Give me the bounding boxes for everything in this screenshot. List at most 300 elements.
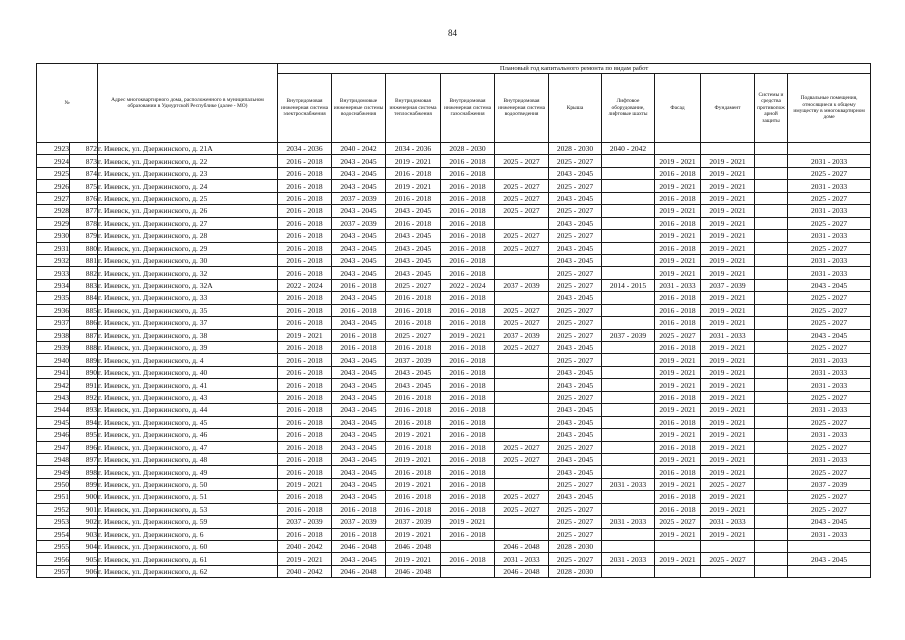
heating-year-cell: 2016 - 2018 bbox=[386, 217, 441, 229]
roof-year-cell: 2025 - 2027 bbox=[549, 180, 602, 192]
foundation-year-cell: 2019 - 2021 bbox=[701, 466, 755, 478]
heating-year-cell: 2016 - 2018 bbox=[386, 416, 441, 428]
foundation-year-cell: 2019 - 2021 bbox=[701, 155, 755, 167]
basement-year-cell: 2025 - 2027 bbox=[788, 466, 871, 478]
row-number-cell: 2954 bbox=[37, 528, 70, 540]
sewerage-year-cell: 2025 - 2027 bbox=[495, 453, 549, 465]
mo-number-cell: 895 bbox=[70, 429, 98, 441]
address-cell: г. Ижевск, ул. Дзержинского, д. 53 bbox=[98, 503, 278, 515]
basement-year-cell: 2031 - 2033 bbox=[788, 180, 871, 192]
water-supply-year-cell: 2043 - 2045 bbox=[332, 317, 386, 329]
sewerage-year-cell: 2025 - 2027 bbox=[495, 205, 549, 217]
row-number-cell: 2944 bbox=[37, 404, 70, 416]
elevator-year-cell bbox=[602, 342, 655, 354]
heating-year-cell: 2016 - 2018 bbox=[386, 167, 441, 179]
basement-year-cell: 2025 - 2027 bbox=[788, 342, 871, 354]
gas-year-cell: 2016 - 2018 bbox=[441, 217, 495, 229]
row-number-cell: 2931 bbox=[37, 242, 70, 254]
heating-year-cell: 2016 - 2018 bbox=[386, 404, 441, 416]
water-supply-year-cell: 2043 - 2045 bbox=[332, 167, 386, 179]
foundation-year-cell: 2019 - 2021 bbox=[701, 503, 755, 515]
roof-year-cell: 2025 - 2027 bbox=[549, 329, 602, 341]
facade-year-cell: 2016 - 2018 bbox=[655, 391, 701, 403]
electricity-year-cell: 2016 - 2018 bbox=[278, 317, 332, 329]
row-number-cell: 2952 bbox=[37, 503, 70, 515]
basement-year-cell bbox=[788, 565, 871, 577]
gas-year-cell: 2016 - 2018 bbox=[441, 354, 495, 366]
gas-year-cell: 2016 - 2018 bbox=[441, 267, 495, 279]
electricity-year-cell: 2016 - 2018 bbox=[278, 354, 332, 366]
elevator-year-cell bbox=[602, 267, 655, 279]
fire-protection-year-cell bbox=[755, 354, 788, 366]
table-row bbox=[37, 230, 871, 242]
sewerage-year-cell bbox=[495, 354, 549, 366]
row-number-cell: 2948 bbox=[37, 453, 70, 465]
water-supply-year-cell: 2040 - 2042 bbox=[332, 143, 386, 155]
gas-year-cell: 2016 - 2018 bbox=[441, 242, 495, 254]
electricity-year-cell: 2016 - 2018 bbox=[278, 242, 332, 254]
heating-year-cell: 2046 - 2048 bbox=[386, 541, 441, 553]
basement-year-cell: 2031 - 2033 bbox=[788, 366, 871, 378]
basement-year-cell: 2025 - 2027 bbox=[788, 192, 871, 204]
heating-year-cell: 2016 - 2018 bbox=[386, 491, 441, 503]
mo-number-cell: 887 bbox=[70, 329, 98, 341]
electricity-year-cell: 2016 - 2018 bbox=[278, 267, 332, 279]
mo-number-cell: 898 bbox=[70, 466, 98, 478]
fire-protection-year-cell bbox=[755, 155, 788, 167]
electricity-year-cell: 2040 - 2042 bbox=[278, 541, 332, 553]
elevator-year-cell bbox=[602, 379, 655, 391]
mo-number-cell: 903 bbox=[70, 528, 98, 540]
gas-year-cell: 2016 - 2018 bbox=[441, 366, 495, 378]
mo-number-cell: 876 bbox=[70, 192, 98, 204]
address-cell: г. Ижевск, ул. Дзержинского, д. 35 bbox=[98, 304, 278, 316]
table-row bbox=[37, 279, 871, 291]
mo-number-cell: 900 bbox=[70, 491, 98, 503]
water-supply-year-cell: 2043 - 2045 bbox=[332, 254, 386, 266]
fire-protection-year-cell bbox=[755, 292, 788, 304]
water-supply-year-cell: 2046 - 2048 bbox=[332, 541, 386, 553]
sewerage-year-cell bbox=[495, 416, 549, 428]
roof-year-cell: 2043 - 2045 bbox=[549, 167, 602, 179]
fire-protection-year-cell bbox=[755, 317, 788, 329]
water-supply-year-cell: 2016 - 2018 bbox=[332, 279, 386, 291]
water-supply-year-cell: 2043 - 2045 bbox=[332, 155, 386, 167]
table-row bbox=[37, 503, 871, 515]
sewerage-year-cell: 2031 - 2033 bbox=[495, 553, 549, 565]
elevator-year-cell bbox=[602, 192, 655, 204]
elevator-year-cell bbox=[602, 441, 655, 453]
basement-year-cell: 2031 - 2033 bbox=[788, 429, 871, 441]
sewerage-year-cell: 2025 - 2027 bbox=[495, 242, 549, 254]
heating-year-cell: 2019 - 2021 bbox=[386, 429, 441, 441]
roof-year-cell: 2043 - 2045 bbox=[549, 242, 602, 254]
water-supply-year-cell: 2043 - 2045 bbox=[332, 391, 386, 403]
facade-year-cell: 2019 - 2021 bbox=[655, 453, 701, 465]
table-row bbox=[37, 317, 871, 329]
mo-number-cell: 890 bbox=[70, 366, 98, 378]
basement-year-cell: 2031 - 2033 bbox=[788, 528, 871, 540]
fire-protection-year-cell bbox=[755, 441, 788, 453]
electricity-year-cell: 2016 - 2018 bbox=[278, 503, 332, 515]
foundation-year-cell: 2019 - 2021 bbox=[701, 391, 755, 403]
row-number-cell: 2945 bbox=[37, 416, 70, 428]
elevator-year-cell bbox=[602, 453, 655, 465]
row-number-cell: 2940 bbox=[37, 354, 70, 366]
roof-year-cell: 2043 - 2045 bbox=[549, 491, 602, 503]
address-cell: г. Ижевск, ул. Дзержинского, д. 22 bbox=[98, 155, 278, 167]
roof-year-cell: 2025 - 2027 bbox=[549, 304, 602, 316]
mo-number-cell: 894 bbox=[70, 416, 98, 428]
heating-year-cell: 2016 - 2018 bbox=[386, 466, 441, 478]
facade-year-cell: 2016 - 2018 bbox=[655, 167, 701, 179]
gas-year-cell: 2016 - 2018 bbox=[441, 304, 495, 316]
table-row bbox=[37, 553, 871, 565]
elevator-year-cell: 2037 - 2039 bbox=[602, 329, 655, 341]
foundation-year-cell: 2019 - 2021 bbox=[701, 528, 755, 540]
roof-year-cell: 2025 - 2027 bbox=[549, 205, 602, 217]
mo-number-cell: 877 bbox=[70, 205, 98, 217]
table-row bbox=[37, 217, 871, 229]
sewerage-year-cell bbox=[495, 478, 549, 490]
address-cell: г. Ижевск, ул. Дзержинского, д. 28 bbox=[98, 230, 278, 242]
row-number-cell: 2939 bbox=[37, 342, 70, 354]
mo-number-cell: 889 bbox=[70, 354, 98, 366]
heating-year-cell: 2037 - 2039 bbox=[386, 516, 441, 528]
fire-protection-year-cell bbox=[755, 491, 788, 503]
gas-year-cell: 2016 - 2018 bbox=[441, 205, 495, 217]
row-number-cell: 2930 bbox=[37, 230, 70, 242]
foundation-year-cell: 2019 - 2021 bbox=[701, 453, 755, 465]
foundation-year-cell: 2019 - 2021 bbox=[701, 429, 755, 441]
roof-year-cell: 2025 - 2027 bbox=[549, 503, 602, 515]
capital-repair-table bbox=[36, 63, 871, 578]
fire-protection-year-cell bbox=[755, 143, 788, 155]
gas-year-cell: 2016 - 2018 bbox=[441, 453, 495, 465]
table-row bbox=[37, 366, 871, 378]
mo-number-cell: 905 bbox=[70, 553, 98, 565]
roof-year-cell: 2028 - 2030 bbox=[549, 565, 602, 577]
address-cell: г. Ижевск, ул. Дзержинского, д. 49 bbox=[98, 466, 278, 478]
water-supply-year-cell: 2043 - 2045 bbox=[332, 441, 386, 453]
table-row bbox=[37, 379, 871, 391]
row-number-cell: 2934 bbox=[37, 279, 70, 291]
roof-year-cell: 2043 - 2045 bbox=[549, 416, 602, 428]
elevator-year-cell bbox=[602, 416, 655, 428]
address-cell: г. Ижевск, ул. Дзержинского, д. 61 bbox=[98, 553, 278, 565]
water-supply-year-cell: 2043 - 2045 bbox=[332, 478, 386, 490]
water-supply-year-cell: 2043 - 2045 bbox=[332, 242, 386, 254]
heating-year-cell: 2016 - 2018 bbox=[386, 192, 441, 204]
address-cell: г. Ижевск, ул. Дзержинского, д. 45 bbox=[98, 416, 278, 428]
roof-year-cell: 2025 - 2027 bbox=[549, 553, 602, 565]
foundation-column-header: Фундамент bbox=[701, 74, 755, 143]
elevator-year-cell bbox=[602, 254, 655, 266]
facade-year-cell: 2016 - 2018 bbox=[655, 441, 701, 453]
row-number-cell: 2925 bbox=[37, 167, 70, 179]
mo-number-cell: 879 bbox=[70, 230, 98, 242]
sewerage-year-cell: 2025 - 2027 bbox=[495, 230, 549, 242]
electricity-year-cell: 2016 - 2018 bbox=[278, 416, 332, 428]
mo-number-cell: 873 bbox=[70, 155, 98, 167]
address-cell: г. Ижевск, ул. Дзержинского, д. 40 bbox=[98, 366, 278, 378]
elevator-year-cell bbox=[602, 565, 655, 577]
sewerage-year-cell: 2037 - 2039 bbox=[495, 329, 549, 341]
elevator-year-cell: 2040 - 2042 bbox=[602, 143, 655, 155]
foundation-year-cell: 2019 - 2021 bbox=[701, 230, 755, 242]
foundation-year-cell: 2025 - 2027 bbox=[701, 478, 755, 490]
electricity-year-cell: 2016 - 2018 bbox=[278, 366, 332, 378]
basement-year-cell: 2025 - 2027 bbox=[788, 416, 871, 428]
basement-year-cell: 2025 - 2027 bbox=[788, 304, 871, 316]
electricity-year-cell: 2019 - 2021 bbox=[278, 329, 332, 341]
gas-year-cell: 2016 - 2018 bbox=[441, 441, 495, 453]
foundation-year-cell bbox=[701, 565, 755, 577]
number-column-header: № bbox=[37, 64, 98, 143]
foundation-year-cell: 2019 - 2021 bbox=[701, 180, 755, 192]
mo-number-cell: 896 bbox=[70, 441, 98, 453]
gas-year-cell: 2016 - 2018 bbox=[441, 404, 495, 416]
water-supply-year-cell: 2037 - 2039 bbox=[332, 516, 386, 528]
sewerage-year-cell bbox=[495, 528, 549, 540]
elevator-year-cell bbox=[602, 528, 655, 540]
gas-year-cell: 2016 - 2018 bbox=[441, 167, 495, 179]
table-row bbox=[37, 453, 871, 465]
mo-number-cell: 886 bbox=[70, 317, 98, 329]
fire-protection-year-cell bbox=[755, 242, 788, 254]
mo-number-cell: 872 bbox=[70, 143, 98, 155]
electricity-year-cell: 2016 - 2018 bbox=[278, 155, 332, 167]
roof-column-header: Крыша bbox=[549, 74, 602, 143]
address-cell: г. Ижевск, ул. Дзержинского, д. 30 bbox=[98, 254, 278, 266]
electricity-year-cell: 2016 - 2018 bbox=[278, 342, 332, 354]
elevator-year-cell bbox=[602, 391, 655, 403]
foundation-year-cell: 2019 - 2021 bbox=[701, 379, 755, 391]
water-supply-year-cell: 2016 - 2018 bbox=[332, 342, 386, 354]
mo-number-cell: 888 bbox=[70, 342, 98, 354]
water-supply-year-cell: 2043 - 2045 bbox=[332, 267, 386, 279]
gas-year-cell: 2019 - 2021 bbox=[441, 516, 495, 528]
gas-year-cell: 2016 - 2018 bbox=[441, 379, 495, 391]
planned-year-group-header: Плановый год капитального ремонта по видам работ bbox=[278, 64, 871, 74]
gas-year-cell bbox=[441, 565, 495, 577]
row-number-cell: 2937 bbox=[37, 317, 70, 329]
basement-year-cell: 2025 - 2027 bbox=[788, 391, 871, 403]
water-supply-year-cell: 2043 - 2045 bbox=[332, 230, 386, 242]
heating-year-cell: 2043 - 2045 bbox=[386, 242, 441, 254]
fire-protection-year-cell bbox=[755, 565, 788, 577]
elevator-year-cell bbox=[602, 317, 655, 329]
mo-number-cell: 882 bbox=[70, 267, 98, 279]
address-cell: г. Ижевск, ул. Дзержинского, д. 32 bbox=[98, 267, 278, 279]
address-cell: г. Ижевск, ул. Дзержинского, д. 37 bbox=[98, 317, 278, 329]
row-number-cell: 2938 bbox=[37, 329, 70, 341]
facade-year-cell: 2016 - 2018 bbox=[655, 491, 701, 503]
mo-number-cell: 901 bbox=[70, 503, 98, 515]
facade-year-cell: 2019 - 2021 bbox=[655, 354, 701, 366]
foundation-year-cell: 2019 - 2021 bbox=[701, 304, 755, 316]
gas-year-cell: 2016 - 2018 bbox=[441, 491, 495, 503]
header-row-top bbox=[37, 64, 871, 74]
address-cell: г. Ижевск, ул. Дзержинского, д. 39 bbox=[98, 342, 278, 354]
fire-protection-year-cell bbox=[755, 429, 788, 441]
facade-year-cell: 2019 - 2021 bbox=[655, 404, 701, 416]
foundation-year-cell: 2019 - 2021 bbox=[701, 342, 755, 354]
table-row bbox=[37, 167, 871, 179]
table-row bbox=[37, 528, 871, 540]
foundation-year-cell: 2037 - 2039 bbox=[701, 279, 755, 291]
roof-year-cell: 2025 - 2027 bbox=[549, 279, 602, 291]
electricity-year-cell: 2016 - 2018 bbox=[278, 254, 332, 266]
row-number-cell: 2928 bbox=[37, 205, 70, 217]
address-cell: г. Ижевск, ул. Дзержинского, д. 32А bbox=[98, 279, 278, 291]
table-row bbox=[37, 242, 871, 254]
water-supply-year-cell: 2046 - 2048 bbox=[332, 565, 386, 577]
water-supply-column-header: Внутридомовые инженерные системы водоснабжения bbox=[332, 74, 386, 143]
facade-year-cell: 2019 - 2021 bbox=[655, 553, 701, 565]
roof-year-cell: 2043 - 2045 bbox=[549, 404, 602, 416]
sewerage-year-cell: 2025 - 2027 bbox=[495, 317, 549, 329]
sewerage-year-cell: 2025 - 2027 bbox=[495, 155, 549, 167]
elevator-year-cell bbox=[602, 429, 655, 441]
gas-year-cell: 2016 - 2018 bbox=[441, 230, 495, 242]
basement-year-cell: 2031 - 2033 bbox=[788, 453, 871, 465]
fire-protection-year-cell bbox=[755, 279, 788, 291]
heating-year-cell: 2043 - 2045 bbox=[386, 205, 441, 217]
elevator-year-cell bbox=[602, 404, 655, 416]
table-row bbox=[37, 267, 871, 279]
table-row bbox=[37, 478, 871, 490]
facade-year-cell: 2025 - 2027 bbox=[655, 516, 701, 528]
fire-protection-year-cell bbox=[755, 379, 788, 391]
basement-year-cell: 2025 - 2027 bbox=[788, 491, 871, 503]
row-number-cell: 2951 bbox=[37, 491, 70, 503]
mo-number-cell: 881 bbox=[70, 254, 98, 266]
electricity-year-cell: 2016 - 2018 bbox=[278, 441, 332, 453]
electricity-year-cell: 2037 - 2039 bbox=[278, 516, 332, 528]
electricity-year-cell: 2016 - 2018 bbox=[278, 192, 332, 204]
basement-year-cell: 2025 - 2027 bbox=[788, 217, 871, 229]
table-row bbox=[37, 342, 871, 354]
elevator-year-cell bbox=[602, 354, 655, 366]
roof-year-cell: 2043 - 2045 bbox=[549, 292, 602, 304]
heating-year-cell: 2019 - 2021 bbox=[386, 553, 441, 565]
fire-protection-year-cell bbox=[755, 366, 788, 378]
gas-year-cell: 2016 - 2018 bbox=[441, 478, 495, 490]
fire-protection-year-cell bbox=[755, 541, 788, 553]
heating-year-cell: 2043 - 2045 bbox=[386, 366, 441, 378]
water-supply-year-cell: 2016 - 2018 bbox=[332, 503, 386, 515]
facade-year-cell: 2019 - 2021 bbox=[655, 155, 701, 167]
address-cell: г. Ижевск, ул. Дзержинского, д. 59 bbox=[98, 516, 278, 528]
address-cell: г. Ижевск, ул. Дзержинского, д. 6 bbox=[98, 528, 278, 540]
mo-number-cell: 883 bbox=[70, 279, 98, 291]
gas-year-cell: 2016 - 2018 bbox=[441, 155, 495, 167]
sewerage-year-cell: 2025 - 2027 bbox=[495, 503, 549, 515]
gas-year-cell: 2016 - 2018 bbox=[441, 391, 495, 403]
address-cell: г. Ижевск, ул. Дзержинского, д. 29 bbox=[98, 242, 278, 254]
fire-protection-year-cell bbox=[755, 466, 788, 478]
basement-year-cell: 2025 - 2027 bbox=[788, 242, 871, 254]
electricity-year-cell: 2034 - 2036 bbox=[278, 143, 332, 155]
facade-year-cell: 2016 - 2018 bbox=[655, 292, 701, 304]
elevator-column-header: Лифтовое оборудование, лифтовые шахты bbox=[602, 74, 655, 143]
row-number-cell: 2936 bbox=[37, 304, 70, 316]
water-supply-year-cell: 2037 - 2039 bbox=[332, 217, 386, 229]
basement-year-cell: 2025 - 2027 bbox=[788, 441, 871, 453]
row-number-cell: 2953 bbox=[37, 516, 70, 528]
heating-year-cell: 2019 - 2021 bbox=[386, 155, 441, 167]
water-supply-year-cell: 2043 - 2045 bbox=[332, 366, 386, 378]
address-cell: г. Ижевск, ул. Дзержинского, д. 21А bbox=[98, 143, 278, 155]
gas-year-cell: 2016 - 2018 bbox=[441, 553, 495, 565]
electricity-year-cell: 2016 - 2018 bbox=[278, 429, 332, 441]
foundation-year-cell: 2019 - 2021 bbox=[701, 491, 755, 503]
row-number-cell: 2957 bbox=[37, 565, 70, 577]
foundation-year-cell: 2019 - 2021 bbox=[701, 366, 755, 378]
elevator-year-cell bbox=[602, 205, 655, 217]
basement-year-cell: 2025 - 2027 bbox=[788, 503, 871, 515]
sewerage-year-cell bbox=[495, 366, 549, 378]
fire-protection-year-cell bbox=[755, 304, 788, 316]
fire-protection-year-cell bbox=[755, 267, 788, 279]
address-cell: г. Ижевск, ул. Дзержинского, д. 60 bbox=[98, 541, 278, 553]
row-number-cell: 2926 bbox=[37, 180, 70, 192]
address-cell: г. Ижевск, ул. Дзержинского, д. 4 bbox=[98, 354, 278, 366]
water-supply-year-cell: 2043 - 2045 bbox=[332, 180, 386, 192]
foundation-year-cell: 2031 - 2033 bbox=[701, 329, 755, 341]
facade-year-cell: 2019 - 2021 bbox=[655, 429, 701, 441]
roof-year-cell: 2028 - 2030 bbox=[549, 143, 602, 155]
roof-year-cell: 2025 - 2027 bbox=[549, 391, 602, 403]
address-cell: г. Ижевск, ул. Дзержинского, д. 25 bbox=[98, 192, 278, 204]
foundation-year-cell: 2019 - 2021 bbox=[701, 254, 755, 266]
sewerage-year-cell bbox=[495, 516, 549, 528]
water-supply-year-cell: 2043 - 2045 bbox=[332, 453, 386, 465]
table-row bbox=[37, 155, 871, 167]
heating-year-cell: 2025 - 2027 bbox=[386, 279, 441, 291]
water-supply-year-cell: 2037 - 2039 bbox=[332, 192, 386, 204]
sewerage-year-cell bbox=[495, 379, 549, 391]
gas-year-cell: 2019 - 2021 bbox=[441, 329, 495, 341]
foundation-year-cell: 2019 - 2021 bbox=[701, 267, 755, 279]
address-cell: г. Ижевск, ул. Дзержинского, д. 62 bbox=[98, 565, 278, 577]
water-supply-year-cell: 2016 - 2018 bbox=[332, 329, 386, 341]
basement-year-cell: 2031 - 2033 bbox=[788, 205, 871, 217]
sewerage-year-cell bbox=[495, 404, 549, 416]
facade-year-cell: 2016 - 2018 bbox=[655, 192, 701, 204]
foundation-year-cell: 2019 - 2021 bbox=[701, 416, 755, 428]
facade-year-cell: 2019 - 2021 bbox=[655, 180, 701, 192]
water-supply-year-cell: 2043 - 2045 bbox=[332, 429, 386, 441]
electricity-year-cell: 2022 - 2024 bbox=[278, 279, 332, 291]
gas-year-cell: 2016 - 2018 bbox=[441, 429, 495, 441]
sewerage-year-cell bbox=[495, 167, 549, 179]
gas-year-cell: 2022 - 2024 bbox=[441, 279, 495, 291]
mo-number-cell: 899 bbox=[70, 478, 98, 490]
elevator-year-cell bbox=[602, 155, 655, 167]
table-row bbox=[37, 180, 871, 192]
sewerage-year-cell: 2037 - 2039 bbox=[495, 279, 549, 291]
heating-year-cell: 2019 - 2021 bbox=[386, 478, 441, 490]
electricity-year-cell: 2016 - 2018 bbox=[278, 304, 332, 316]
row-number-cell: 2927 bbox=[37, 192, 70, 204]
heating-year-cell: 2019 - 2021 bbox=[386, 180, 441, 192]
electricity-year-cell: 2016 - 2018 bbox=[278, 466, 332, 478]
sewerage-year-cell: 2025 - 2027 bbox=[495, 180, 549, 192]
heating-year-cell: 2016 - 2018 bbox=[386, 391, 441, 403]
mo-number-cell: 892 bbox=[70, 391, 98, 403]
